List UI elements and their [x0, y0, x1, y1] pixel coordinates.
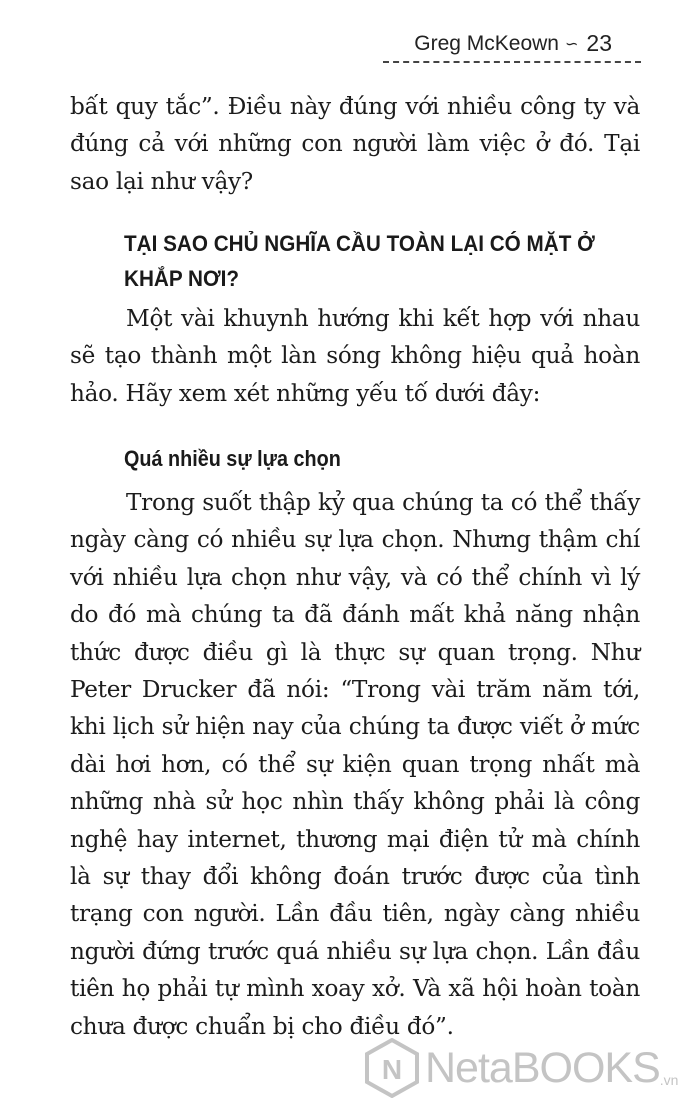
header-divider [383, 61, 641, 63]
author-name: Greg McKeown [414, 31, 559, 55]
watermark-suffix: .vn [659, 1072, 679, 1088]
netabooks-logo-icon [365, 1038, 419, 1098]
swirl-ornament-icon: ∽ [565, 35, 579, 53]
running-header [414, 30, 612, 57]
page-number: 23 [586, 30, 612, 56]
watermark-brand: NetaBOOKS [425, 1043, 660, 1092]
netabooks-watermark [365, 1038, 678, 1098]
section-heading: TẠI SAO CHỦ NGHĨA CẦU TOÀN LẠI CÓ MẶT Ở KHẮP NƠI? [124, 231, 595, 291]
continued-paragraph [70, 88, 640, 200]
logo-letter: N [381, 1054, 403, 1085]
subsection-heading: Quá nhiều sự lựa chọn [124, 446, 341, 471]
paragraph: bất quy tắc”. Điều này đúng với nhiều công ty và đúng cả với những con người làm việc ở đó. Tại sao lại như vậy? [70, 93, 640, 195]
paragraph: Trong suốt thập kỷ qua chúng ta có thể thấy ngày càng có nhiều sự lựa chọn. Nhưng thậm chí với nhiều lựa chọn như vậy, và có thể chính vì lý do đó mà chúng ta đã đánh mất khả năng nhận thức được điều gì là thực sự quan trọng. Như Peter Drucker đã nói: “Trong vài trăm năm tới, khi lịch sử hiện nay của chúng ta được viết ở mức dài hơi hơn, có thể sự kiện quan trọng nhất mà những nhà sử học nhìn thấy không phải là công nghệ hay internet, thương mại điện tử mà chính là sự thay đổi không đoán trước được của tình trạng con người. Lần đầu tiên, ngày càng nhiều người đứng trước quá nhiều sự lựa chọn. Lần đầu tiên họ phải tự mình xoay xở. Và xã hội hoàn toàn chưa được chuẩn bị cho điều đó”. [70, 489, 640, 1040]
intro-paragraph-block [70, 300, 640, 412]
paragraph: Một vài khuynh hướng khi kết hợp với nhau sẽ tạo thành một làn sóng không hiệu quả hoàn hảo. Hãy xem xét những yếu tố dưới đây: [70, 305, 640, 407]
main-paragraph-block [70, 484, 640, 1045]
